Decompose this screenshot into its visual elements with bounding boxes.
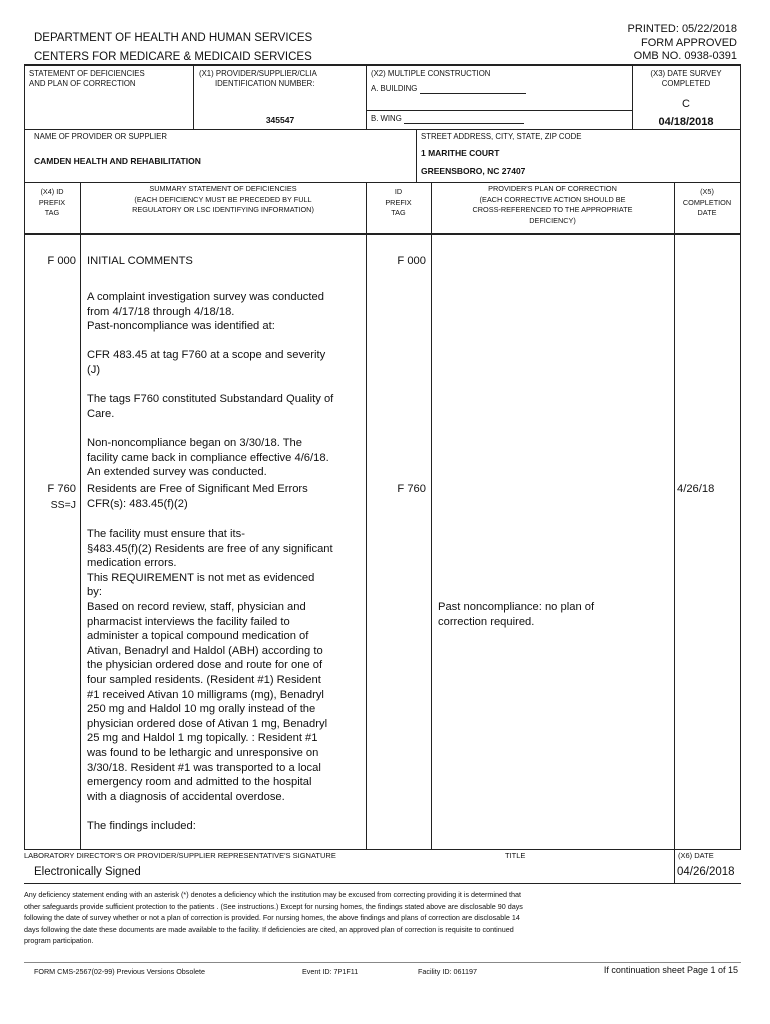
summary-header: SUMMARY STATEMENT OF DEFICIENCIES (EACH DEFICIENCY MUST BE PRECEDED BY FULL REGULATORY OR LSC IDENTIFYING INFORMATION) — [132, 184, 314, 214]
disclaimer: Any deficiency statement ending with an asterisk (*) denotes a deficiency which the institution may be excused from correcting providing it is determined that other safeguards provide sufficient protection to the patients . (See instructions.) Except for nursing homes, the findings stated above are disclosable 90 days following the date of survey whether or not a plan of correction is provided. For nursing homes, the above findings and plans of correction are disclosable 14 days following the date these documents are made available to the facility. If deficiencies are cited, an approved plan of correction is requisite to continued program participation. — [24, 890, 523, 945]
x4-header: (X4) ID PREFIX TAG — [38, 187, 66, 217]
facility-id: Facility ID: 061197 — [418, 967, 477, 976]
divider — [24, 883, 741, 884]
frame-top-line — [24, 64, 741, 66]
omb-number: OMB NO. 0938-0391 — [633, 50, 737, 62]
divider — [24, 962, 741, 963]
form-number: FORM CMS-2567(02-99) Previous Versions Obsolete — [34, 967, 205, 976]
x6-date-label: (X6) DATE — [678, 851, 714, 860]
f760-completion-date: 4/26/18 — [677, 483, 715, 495]
page-continuation: If continuation sheet Page 1 of 15 — [603, 965, 738, 975]
survey-date: 04/18/2018 — [658, 116, 714, 128]
column-divider — [80, 182, 81, 849]
divider — [24, 849, 741, 850]
x1-label: (X1) PROVIDER/SUPPLIER/CLIA IDENTIFICATION NUMBER: — [199, 69, 317, 88]
column-divider — [431, 182, 432, 849]
divider — [24, 233, 741, 235]
building-field: A. BUILDING — [371, 84, 526, 94]
column-divider — [366, 182, 367, 849]
x2-label: (X2) MULTIPLE CONSTRUCTION — [371, 69, 491, 78]
signature-date: 04/26/2018 — [677, 866, 735, 878]
f760-scope-severity: SS=J — [50, 499, 76, 511]
x5-header: (X5) COMPLETION DATE — [682, 187, 732, 217]
f000-prefix-tag: F 000 — [47, 255, 76, 267]
form-approved: FORM APPROVED — [641, 36, 737, 49]
provider-name-label: NAME OF PROVIDER OR SUPPLIER — [34, 132, 168, 141]
f000-id-tag: F 000 — [397, 255, 426, 267]
divider — [366, 64, 367, 129]
statement-label: STATEMENT OF DEFICIENCIES AND PLAN OF CORRECTION — [29, 69, 145, 88]
id-header: ID PREFIX TAG — [385, 187, 412, 217]
f760-prefix-tag: F 760 — [47, 483, 76, 495]
divider — [24, 129, 741, 130]
street-address: 1 MARITHE COURT — [421, 148, 500, 158]
provider-id-number: 345547 — [265, 115, 295, 125]
department-title: DEPARTMENT OF HEALTH AND HUMAN SERVICES — [34, 32, 313, 44]
centers-title: CENTERS FOR MEDICARE & MEDICAID SERVICES — [34, 51, 312, 63]
divider — [366, 110, 632, 111]
provider-name: CAMDEN HEALTH AND REHABILITATION — [34, 156, 201, 166]
survey-code: C — [682, 98, 690, 110]
f000-comments-text: A complaint investigation survey was conducted from 4/17/18 through 4/18/18. Past-noncompliance was identified at: CFR 483.45 at tag F760 at a scope and severity (J) The tags F760 constituted Substandard Quality of Care. Non-noncompliance began on 3/30/18. The facility came back in compliance effective 4/6/18. An extended survey was conducted. — [87, 291, 334, 479]
plan-header: PROVIDER'S PLAN OF CORRECTION (EACH CORRECTIVE ACTION SHOULD BE CROSS-REFERENCED TO THE APPROPRIATE DEFICIENCY) — [472, 184, 633, 225]
f760-id-tag: F 760 — [397, 483, 426, 495]
printed-date: PRINTED: 05/22/2018 — [627, 23, 737, 35]
signature-label: LABORATORY DIRECTOR'S OR PROVIDER/SUPPLIER REPRESENTATIVE'S SIGNATURE — [24, 851, 336, 860]
f000-title: INITIAL COMMENTS — [87, 255, 193, 267]
divider — [24, 182, 741, 183]
title-label: TITLE — [505, 851, 526, 860]
event-id: Event ID: 7P1F11 — [302, 967, 359, 976]
divider — [674, 849, 675, 883]
address-label: STREET ADDRESS, CITY, STATE, ZIP CODE — [421, 132, 582, 141]
column-divider — [674, 182, 675, 849]
plan-of-correction-text: Past noncompliance: no plan of correction required. — [438, 601, 595, 628]
city-state-zip: GREENSBORO, NC 27407 — [421, 166, 526, 176]
x3-label: (X3) DATE SURVEY COMPLETED — [650, 69, 722, 88]
divider — [416, 129, 417, 182]
wing-field: B. WING — [371, 114, 524, 124]
f760-title: Residents are Free of Significant Med Errors CFR(s): 483.45(f)(2) — [87, 483, 308, 510]
f760-deficiency-text: The facility must ensure that its- §483.45(f)(2) Residents are free of any significant medication errors. This REQUIREMENT is not met as evidenced by: Based on record review, staff, physician and pharmacist interviews the facility failed to administer a topical compound medication of Ativan, Benadryl and Haldol (ABH) according to the physician ordered dose and route for one of four sampled residents. (Resident #1) Resident #1 received Ativan 10 milligrams (mg), Benadryl 250 mg and Haldol 10 mg orally instead of the physician ordered dose of Ativan 1 mg, Benadryl 25 mg and Haldol 1 mg topically. : Resident #1 was found to be lethargic and unresponsive on 3/30/18. Resident #1 was transported to a local emergency room and admitted to the hospital with a diagnosis of accidental overdose. The findings included: — [87, 528, 333, 832]
electronic-signature: Electronically Signed — [34, 866, 141, 878]
